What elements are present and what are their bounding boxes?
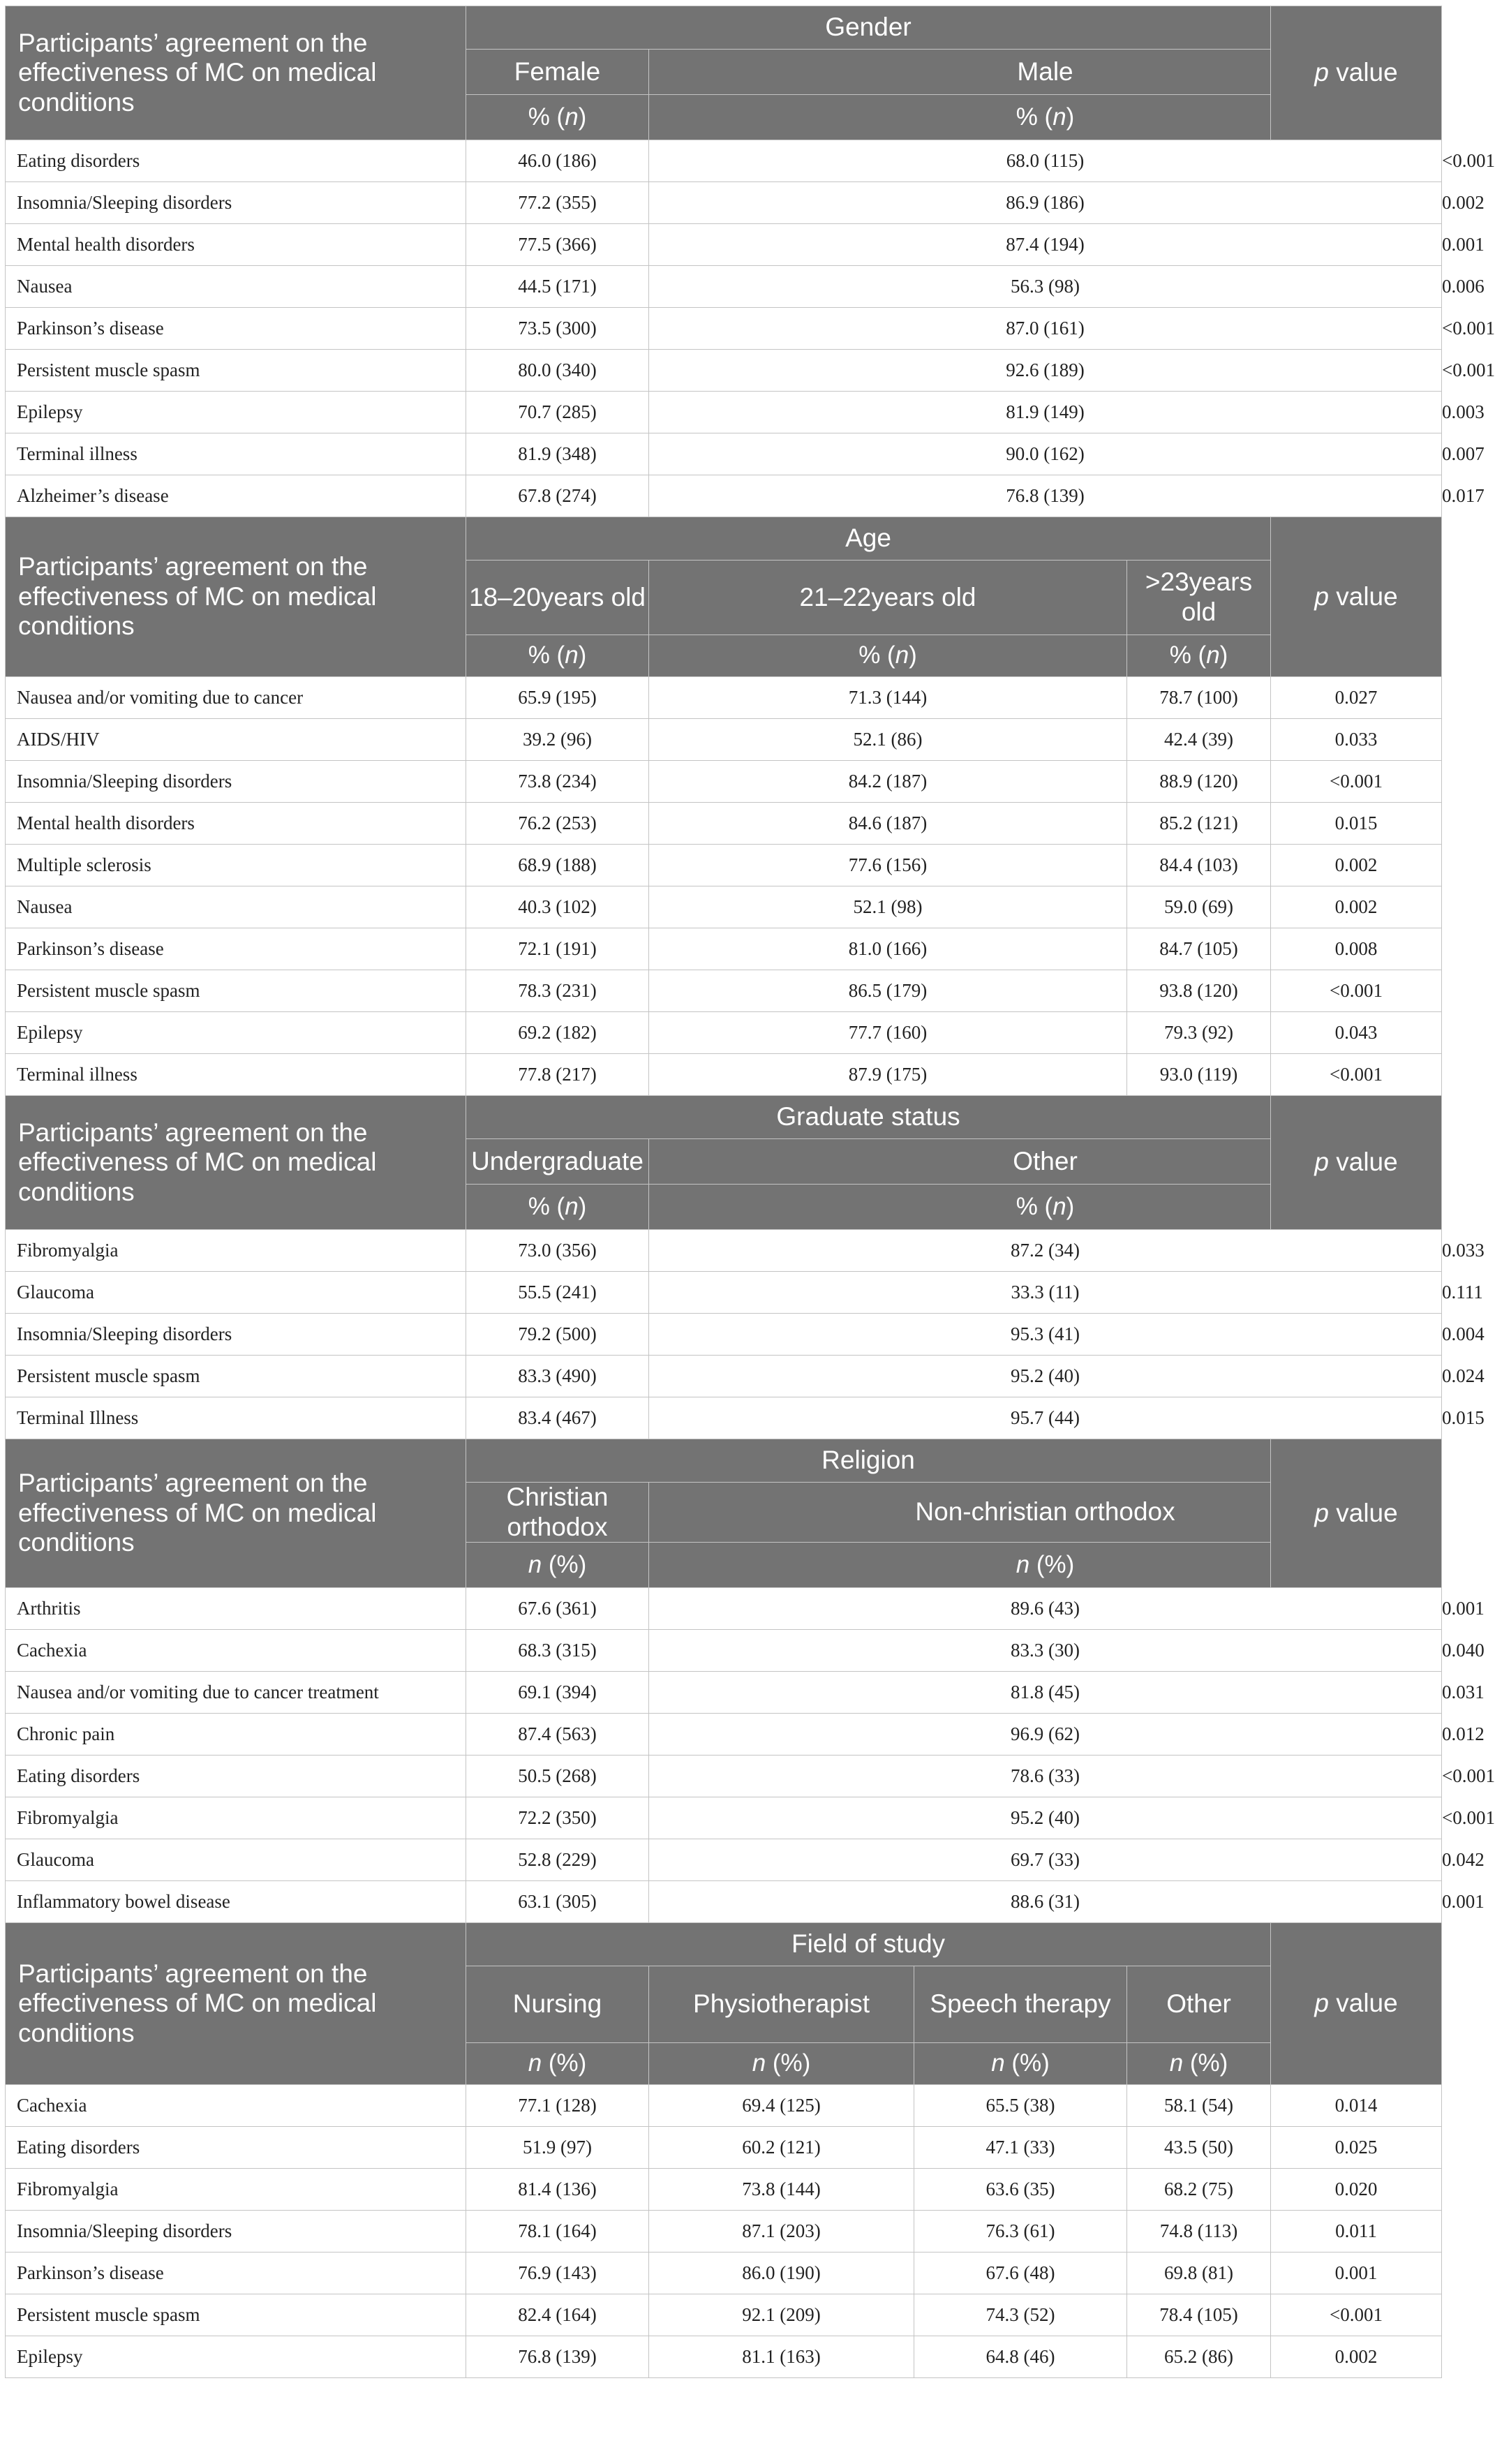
value-cell: 40.3 (102) xyxy=(466,886,649,928)
condition-cell: AIDS/HIV xyxy=(6,719,466,761)
p-value-cell: 0.011 xyxy=(1271,2211,1442,2253)
value-cell: 50.5 (268) xyxy=(466,1756,649,1797)
table-row: Persistent muscle spasm 80.0 (340) 92.6 (189) <0.001 xyxy=(6,350,1442,392)
value-cell: 96.9 (62) xyxy=(649,1714,1442,1756)
table-row: Glaucoma 52.8 (229) 69.7 (33) 0.042 xyxy=(6,1839,1442,1881)
condition-cell: Insomnia/Sleeping disorders xyxy=(6,761,466,803)
p-value-cell: 0.020 xyxy=(1271,2169,1442,2211)
table-row: Fibromyalgia 73.0 (356) 87.2 (34) 0.033 xyxy=(6,1230,1442,1272)
value-cell: 63.1 (305) xyxy=(466,1881,649,1923)
value-cell: 87.1 (203) xyxy=(649,2211,914,2253)
value-cell: 74.8 (113) xyxy=(1127,2211,1271,2253)
p-value-cell: 0.043 xyxy=(1271,1012,1442,1054)
p-value-cell: <0.001 xyxy=(1271,970,1442,1012)
condition-cell: Mental health disorders xyxy=(6,803,466,845)
column-label: >23years old xyxy=(1127,561,1271,635)
section-header-row xyxy=(6,1096,1442,1139)
value-cell: 95.2 (40) xyxy=(649,1797,1442,1839)
value-cell: 76.3 (61) xyxy=(914,2211,1127,2253)
group-title: Gender xyxy=(466,6,1271,50)
value-cell: 86.5 (179) xyxy=(649,970,1127,1012)
row-label-heading: Participants’ agreement on the effectiveness of MC on medical conditions xyxy=(6,6,466,140)
condition-cell: Multiple sclerosis xyxy=(6,845,466,886)
p-symbol: p xyxy=(1314,1989,1329,2018)
table-row: Insomnia/Sleeping disorders 79.2 (500) 95.3 (41) 0.004 xyxy=(6,1314,1442,1356)
value-cell: 81.9 (348) xyxy=(466,433,649,475)
column-unit: n (%) xyxy=(649,2043,914,2085)
value-cell: 73.8 (144) xyxy=(649,2169,914,2211)
table-row xyxy=(6,2169,1442,2211)
column-unit: n (%) xyxy=(1127,2043,1271,2085)
p-value-cell: 0.002 xyxy=(1271,2336,1442,2378)
value-cell: 65.5 (38) xyxy=(914,2085,1127,2127)
condition-cell: Eating disorders xyxy=(6,1756,466,1797)
value-cell: 88.6 (31) xyxy=(649,1881,1442,1923)
table-row: Cachexia 68.3 (315) 83.3 (30) 0.040 xyxy=(6,1630,1442,1672)
value-cell: 83.3 (490) xyxy=(466,1356,649,1397)
italic-n: n xyxy=(752,2049,766,2077)
column-label: Undergraduate xyxy=(466,1139,649,1185)
row-label-heading: Participants’ agreement on the effectiveness of MC on medical conditions xyxy=(6,1439,466,1588)
italic-n: n xyxy=(991,2049,1005,2077)
value-cell: 78.3 (231) xyxy=(466,970,649,1012)
value-cell: 52.8 (229) xyxy=(466,1839,649,1881)
condition-cell: Persistent muscle spasm xyxy=(6,350,466,392)
table-row: Persistent muscle spasm 83.3 (490) 95.2 (40) 0.024 xyxy=(6,1356,1442,1397)
value-cell: 84.2 (187) xyxy=(649,761,1127,803)
value-cell: 93.0 (119) xyxy=(1127,1054,1271,1096)
column-label: 18–20years old xyxy=(466,561,649,635)
column-unit: n (%) xyxy=(466,1543,649,1588)
table-row xyxy=(6,677,1442,719)
value-cell: 52.1 (98) xyxy=(649,886,1127,928)
value-cell: 77.5 (366) xyxy=(466,224,649,266)
condition-cell: Persistent muscle spasm xyxy=(6,2294,466,2336)
section-header-row xyxy=(6,517,1442,561)
table-row: Mental health disorders 77.5 (366) 87.4 (194) 0.001 xyxy=(6,224,1442,266)
condition-cell: Persistent muscle spasm xyxy=(6,970,466,1012)
value-cell: 58.1 (54) xyxy=(1127,2085,1271,2127)
column-unit: % (n) xyxy=(649,635,1127,677)
column-label: Other xyxy=(1127,1966,1271,2043)
table-row xyxy=(6,803,1442,845)
group-title: Field of study xyxy=(466,1923,1271,1966)
value-cell: 83.4 (467) xyxy=(466,1397,649,1439)
column-label: Male xyxy=(649,50,1442,95)
value-cell: 79.2 (500) xyxy=(466,1314,649,1356)
value-cell: 95.7 (44) xyxy=(649,1397,1442,1439)
italic-n: n xyxy=(895,641,909,669)
column-unit: % (n) xyxy=(466,635,649,677)
p-value-cell: <0.001 xyxy=(1271,761,1442,803)
value-cell: 92.6 (189) xyxy=(649,350,1442,392)
table-row xyxy=(6,2085,1442,2127)
condition-cell: Arthritis xyxy=(6,1588,466,1630)
condition-cell: Fibromyalgia xyxy=(6,2169,466,2211)
p-value-cell: 0.001 xyxy=(1271,2253,1442,2294)
condition-cell: Insomnia/Sleeping disorders xyxy=(6,182,466,224)
row-label-heading: Participants’ agreement on the effectiveness of MC on medical conditions xyxy=(6,517,466,677)
italic-n: n xyxy=(528,1550,542,1578)
table-row xyxy=(6,2253,1442,2294)
value-cell: 89.6 (43) xyxy=(649,1588,1442,1630)
value-cell: 82.4 (164) xyxy=(466,2294,649,2336)
value-cell: 81.4 (136) xyxy=(466,2169,649,2211)
value-cell: 81.0 (166) xyxy=(649,928,1127,970)
condition-cell: Nausea xyxy=(6,266,466,308)
italic-n: n xyxy=(565,641,579,669)
p-value-heading: p value xyxy=(1271,517,1442,677)
value-cell: 46.0 (186) xyxy=(466,140,649,182)
value-cell: 47.1 (33) xyxy=(914,2127,1127,2169)
column-label: Non-christian orthodox xyxy=(649,1483,1442,1543)
table-row: Epilepsy 70.7 (285) 81.9 (149) 0.003 xyxy=(6,392,1442,433)
condition-cell: Chronic pain xyxy=(6,1714,466,1756)
italic-n: n xyxy=(565,1192,579,1220)
value-cell: 69.8 (81) xyxy=(1127,2253,1271,2294)
column-label: Speech therapy xyxy=(914,1966,1127,2043)
row-label-heading: Participants’ agreement on the effectiveness of MC on medical conditions xyxy=(6,1096,466,1230)
value-cell: 73.5 (300) xyxy=(466,308,649,350)
value-cell: 78.7 (100) xyxy=(1127,677,1271,719)
table-row: Terminal Illness 83.4 (467) 95.7 (44) 0.015 xyxy=(6,1397,1442,1439)
p-value-cell: 0.008 xyxy=(1271,928,1442,970)
value-cell: 68.0 (115) xyxy=(649,140,1442,182)
p-symbol: p xyxy=(1314,58,1329,87)
row-label-heading: Participants’ agreement on the effectiveness of MC on medical conditions xyxy=(6,1923,466,2085)
p-value-cell: <0.001 xyxy=(1271,2294,1442,2336)
value-cell: 79.3 (92) xyxy=(1127,1012,1271,1054)
condition-cell: Terminal Illness xyxy=(6,1397,466,1439)
column-unit: % (n) xyxy=(649,1185,1442,1230)
value-cell: 43.5 (50) xyxy=(1127,2127,1271,2169)
results-table-body xyxy=(6,6,1495,2378)
value-cell: 93.8 (120) xyxy=(1127,970,1271,1012)
value-cell: 39.2 (96) xyxy=(466,719,649,761)
group-title: Religion xyxy=(466,1439,1271,1483)
table-row: Nausea 44.5 (171) 56.3 (98) 0.006 xyxy=(6,266,1442,308)
p-symbol: p xyxy=(1314,1498,1329,1527)
p-value-cell: <0.001 xyxy=(1271,1054,1442,1096)
table-row xyxy=(6,2127,1442,2169)
condition-cell: Alzheimer’s disease xyxy=(6,475,466,517)
value-cell: 95.3 (41) xyxy=(649,1314,1442,1356)
value-cell: 65.9 (195) xyxy=(466,677,649,719)
value-cell: 76.8 (139) xyxy=(466,2336,649,2378)
p-value-cell: 0.002 xyxy=(1271,886,1442,928)
table-row: Alzheimer’s disease 67.8 (274) 76.8 (139) 0.017 xyxy=(6,475,1442,517)
value-cell: 67.6 (48) xyxy=(914,2253,1127,2294)
column-unit: n (%) xyxy=(649,1543,1442,1588)
condition-cell: Cachexia xyxy=(6,1630,466,1672)
column-label: Nursing xyxy=(466,1966,649,2043)
table-row xyxy=(6,2336,1442,2378)
condition-cell: Nausea and/or vomiting due to cancer treatment xyxy=(6,1672,466,1714)
group-title: Age xyxy=(466,517,1271,561)
value-cell: 87.0 (161) xyxy=(649,308,1442,350)
value-cell: 88.9 (120) xyxy=(1127,761,1271,803)
section-header-row xyxy=(6,1439,1442,1483)
value-cell: 42.4 (39) xyxy=(1127,719,1271,761)
condition-cell: Glaucoma xyxy=(6,1272,466,1314)
condition-cell: Parkinson’s disease xyxy=(6,2253,466,2294)
column-label: Other xyxy=(649,1139,1442,1185)
condition-cell: Nausea xyxy=(6,886,466,928)
value-cell: 81.1 (163) xyxy=(649,2336,914,2378)
p-value-cell: 0.025 xyxy=(1271,2127,1442,2169)
p-value-cell: 0.027 xyxy=(1271,677,1442,719)
column-label: Christian orthodox xyxy=(466,1483,649,1543)
condition-cell: Epilepsy xyxy=(6,392,466,433)
table-row xyxy=(6,970,1442,1012)
value-cell: 74.3 (52) xyxy=(914,2294,1127,2336)
italic-n: n xyxy=(528,2049,542,2077)
value-cell: 84.4 (103) xyxy=(1127,845,1271,886)
value-cell: 76.9 (143) xyxy=(466,2253,649,2294)
value-cell: 60.2 (121) xyxy=(649,2127,914,2169)
value-cell: 90.0 (162) xyxy=(649,433,1442,475)
condition-cell: Parkinson’s disease xyxy=(6,308,466,350)
value-cell: 52.1 (86) xyxy=(649,719,1127,761)
column-unit: % (n) xyxy=(466,95,649,140)
table-row: Fibromyalgia 72.2 (350) 95.2 (40) <0.001 xyxy=(6,1797,1442,1839)
value-cell: 73.8 (234) xyxy=(466,761,649,803)
value-cell: 80.0 (340) xyxy=(466,350,649,392)
p-value-heading: p value xyxy=(1271,1096,1442,1230)
table-row xyxy=(6,845,1442,886)
value-cell: 81.8 (45) xyxy=(649,1672,1442,1714)
value-cell: 68.3 (315) xyxy=(466,1630,649,1672)
column-label: Physiotherapist xyxy=(649,1966,914,2043)
table-row: Parkinson’s disease 73.5 (300) 87.0 (161) <0.001 xyxy=(6,308,1442,350)
condition-cell: Eating disorders xyxy=(6,2127,466,2169)
value-cell: 69.4 (125) xyxy=(649,2085,914,2127)
value-cell: 76.8 (139) xyxy=(649,475,1442,517)
column-unit: % (n) xyxy=(466,1185,649,1230)
italic-n: n xyxy=(1206,641,1220,669)
condition-cell: Mental health disorders xyxy=(6,224,466,266)
p-value-heading: p value xyxy=(1271,1923,1442,2085)
column-label: 21–22years old xyxy=(649,561,1127,635)
value-cell: 71.3 (144) xyxy=(649,677,1127,719)
value-cell: 87.4 (194) xyxy=(649,224,1442,266)
value-cell: 78.6 (33) xyxy=(649,1756,1442,1797)
value-cell: 87.4 (563) xyxy=(466,1714,649,1756)
value-cell: 84.7 (105) xyxy=(1127,928,1271,970)
value-cell: 86.9 (186) xyxy=(649,182,1442,224)
p-value-cell: 0.014 xyxy=(1271,2085,1442,2127)
p-symbol: p xyxy=(1314,1148,1329,1177)
table-row xyxy=(6,928,1442,970)
column-unit: n (%) xyxy=(466,2043,649,2085)
group-title: Graduate status xyxy=(466,1096,1271,1139)
italic-n: n xyxy=(1016,1550,1030,1578)
italic-n: n xyxy=(1053,103,1066,131)
table-row: Eating disorders 46.0 (186) 68.0 (115) <0.001 xyxy=(6,140,1442,182)
value-cell: 72.2 (350) xyxy=(466,1797,649,1839)
p-symbol: p xyxy=(1314,581,1329,611)
section-header-row xyxy=(6,6,1442,50)
table-row xyxy=(6,719,1442,761)
value-cell: 77.1 (128) xyxy=(466,2085,649,2127)
value-cell: 63.6 (35) xyxy=(914,2169,1127,2211)
value-cell: 55.5 (241) xyxy=(466,1272,649,1314)
column-unit: % (n) xyxy=(1127,635,1271,677)
value-cell: 33.3 (11) xyxy=(649,1272,1442,1314)
table-row: Nausea and/or vomiting due to cancer treatment 69.1 (394) 81.8 (45) 0.031 xyxy=(6,1672,1442,1714)
value-cell: 67.8 (274) xyxy=(466,475,649,517)
value-cell: 78.1 (164) xyxy=(466,2211,649,2253)
condition-cell: Epilepsy xyxy=(6,2336,466,2378)
value-cell: 95.2 (40) xyxy=(649,1356,1442,1397)
value-cell: 92.1 (209) xyxy=(649,2294,914,2336)
value-cell: 72.1 (191) xyxy=(466,928,649,970)
value-cell: 69.1 (394) xyxy=(466,1672,649,1714)
condition-cell: Fibromyalgia xyxy=(6,1797,466,1839)
table-row: Insomnia/Sleeping disorders 77.2 (355) 86.9 (186) 0.002 xyxy=(6,182,1442,224)
italic-n: n xyxy=(1053,1192,1066,1220)
table-row: Eating disorders 50.5 (268) 78.6 (33) <0.001 xyxy=(6,1756,1442,1797)
condition-cell: Insomnia/Sleeping disorders xyxy=(6,1314,466,1356)
italic-n: n xyxy=(1169,2049,1184,2077)
table-row xyxy=(6,761,1442,803)
value-cell: 77.8 (217) xyxy=(466,1054,649,1096)
condition-cell: Inflammatory bowel disease xyxy=(6,1881,466,1923)
results-table xyxy=(5,6,1495,2378)
value-cell: 67.6 (361) xyxy=(466,1588,649,1630)
p-value-heading: p value xyxy=(1271,6,1442,140)
value-cell: 77.2 (355) xyxy=(466,182,649,224)
italic-n: n xyxy=(565,103,579,131)
table-row: Chronic pain 87.4 (563) 96.9 (62) 0.012 xyxy=(6,1714,1442,1756)
condition-cell: Eating disorders xyxy=(6,140,466,182)
value-cell: 59.0 (69) xyxy=(1127,886,1271,928)
value-cell: 51.9 (97) xyxy=(466,2127,649,2169)
value-cell: 78.4 (105) xyxy=(1127,2294,1271,2336)
table-row: Terminal illness 81.9 (348) 90.0 (162) 0.007 xyxy=(6,433,1442,475)
condition-cell: Terminal illness xyxy=(6,1054,466,1096)
value-cell: 64.8 (46) xyxy=(914,2336,1127,2378)
condition-cell: Cachexia xyxy=(6,2085,466,2127)
column-unit: n (%) xyxy=(914,2043,1127,2085)
value-cell: 73.0 (356) xyxy=(466,1230,649,1272)
value-cell: 77.7 (160) xyxy=(649,1012,1127,1054)
section-header-row xyxy=(6,1923,1442,1966)
table-row xyxy=(6,1012,1442,1054)
value-cell: 86.0 (190) xyxy=(649,2253,914,2294)
value-cell: 56.3 (98) xyxy=(649,266,1442,308)
condition-cell: Nausea and/or vomiting due to cancer xyxy=(6,677,466,719)
value-cell: 77.6 (156) xyxy=(649,845,1127,886)
condition-cell: Persistent muscle spasm xyxy=(6,1356,466,1397)
table-row xyxy=(6,2294,1442,2336)
value-cell: 87.9 (175) xyxy=(649,1054,1127,1096)
value-cell: 69.7 (33) xyxy=(649,1839,1442,1881)
column-unit: % (n) xyxy=(649,95,1442,140)
p-value-cell: 0.033 xyxy=(1271,719,1442,761)
condition-cell: Epilepsy xyxy=(6,1012,466,1054)
condition-cell: Insomnia/Sleeping disorders xyxy=(6,2211,466,2253)
value-cell: 81.9 (149) xyxy=(649,392,1442,433)
condition-cell: Glaucoma xyxy=(6,1839,466,1881)
p-value-cell: 0.002 xyxy=(1271,845,1442,886)
p-value-cell: 0.015 xyxy=(1271,803,1442,845)
value-cell: 85.2 (121) xyxy=(1127,803,1271,845)
table-row xyxy=(6,2211,1442,2253)
p-value-heading: p value xyxy=(1271,1439,1442,1588)
condition-cell: Parkinson’s disease xyxy=(6,928,466,970)
column-label: Female xyxy=(466,50,649,95)
value-cell: 83.3 (30) xyxy=(649,1630,1442,1672)
value-cell: 68.9 (188) xyxy=(466,845,649,886)
condition-cell: Fibromyalgia xyxy=(6,1230,466,1272)
value-cell: 44.5 (171) xyxy=(466,266,649,308)
table-row xyxy=(6,1054,1442,1096)
value-cell: 76.2 (253) xyxy=(466,803,649,845)
table-row: Inflammatory bowel disease 63.1 (305) 88.6 (31) 0.001 xyxy=(6,1881,1442,1923)
table-row: Glaucoma 55.5 (241) 33.3 (11) 0.111 xyxy=(6,1272,1442,1314)
condition-cell: Terminal illness xyxy=(6,433,466,475)
table-row xyxy=(6,886,1442,928)
value-cell: 87.2 (34) xyxy=(649,1230,1442,1272)
value-cell: 68.2 (75) xyxy=(1127,2169,1271,2211)
value-cell: 70.7 (285) xyxy=(466,392,649,433)
table-row: Arthritis 67.6 (361) 89.6 (43) 0.001 xyxy=(6,1588,1442,1630)
value-cell: 84.6 (187) xyxy=(649,803,1127,845)
value-cell: 69.2 (182) xyxy=(466,1012,649,1054)
value-cell: 65.2 (86) xyxy=(1127,2336,1271,2378)
